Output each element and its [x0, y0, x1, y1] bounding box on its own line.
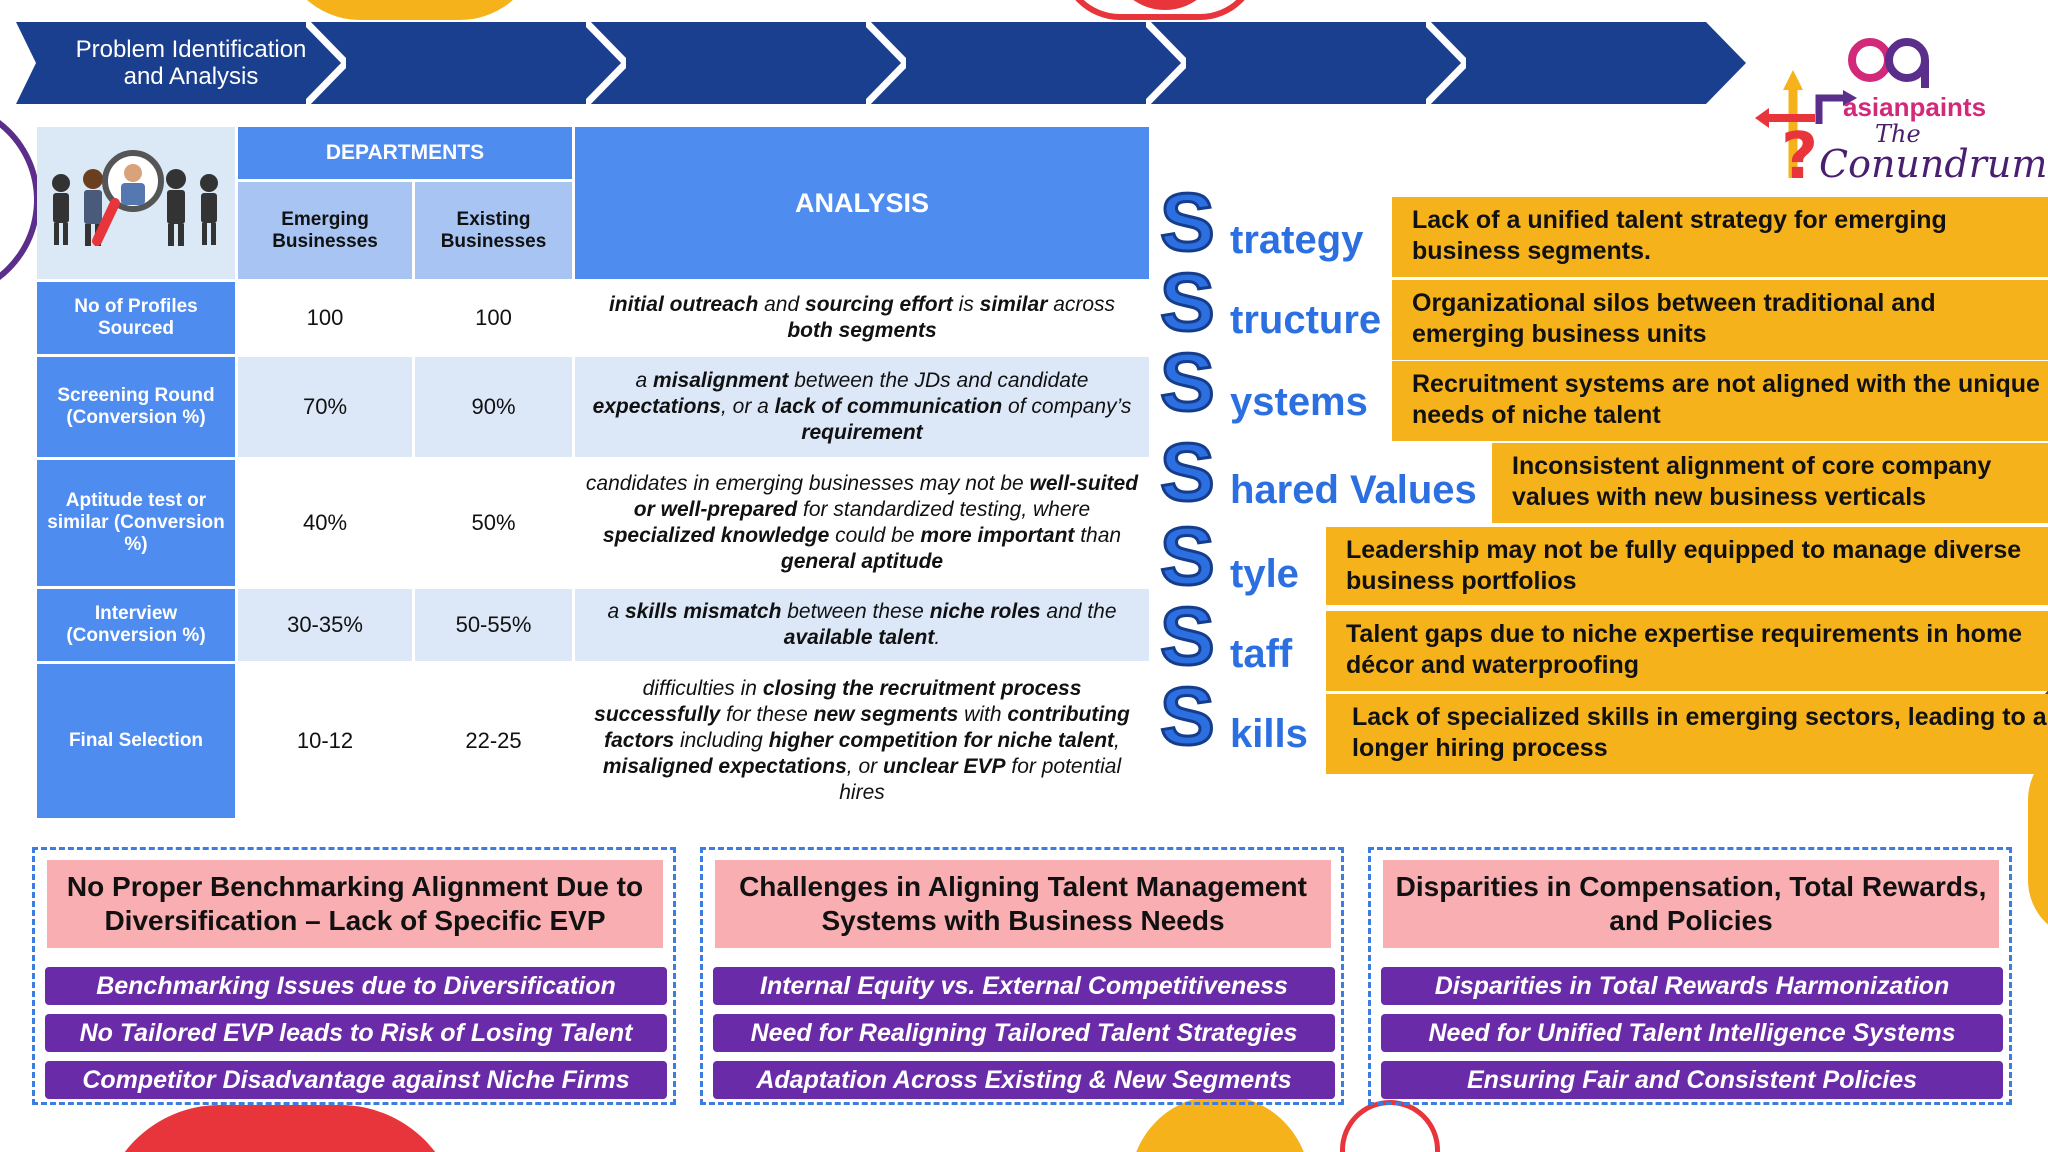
panel-item: Need for Realigning Tailored Talent Strategies	[713, 1014, 1335, 1052]
structure-description: Organizational silos between traditional and emerging business units	[1392, 280, 2048, 360]
panel-item: Benchmarking Issues due to Diversification	[45, 967, 667, 1005]
s-word-rest: taff	[1230, 632, 1293, 676]
existing-value: 100	[415, 282, 572, 354]
brand-logo	[1755, 28, 2048, 188]
analysis-text: initial outreach and sourcing effort is similar across both segments	[575, 282, 1149, 354]
s-word-rest: hared Values	[1230, 468, 1477, 512]
s-letter: S	[1160, 671, 1215, 762]
panel-title: Challenges in Aligning Talent Management Systems with Business Needs	[715, 860, 1331, 948]
emerging-value: 70%	[238, 357, 412, 457]
panel-item: No Tailored EVP leads to Risk of Losing Talent	[45, 1014, 667, 1052]
s-letter: S	[1160, 177, 1215, 268]
s-letter: S	[1160, 427, 1215, 518]
table-row	[37, 357, 1149, 457]
analysis-text: candidates in emerging businesses may not be well-suited or well-prepared for standardized testing, where specialized knowledge could be more important than general aptitude	[575, 460, 1149, 586]
table-row	[37, 460, 1149, 586]
strategy-description: Lack of a unified talent strategy for emerging business segments.	[1392, 197, 2048, 277]
table-row	[37, 664, 1149, 818]
s-letter: S	[1160, 591, 1215, 682]
logo-the-text: The	[1875, 120, 1921, 148]
logo-conundrum-text: Conundrum	[1819, 142, 2048, 186]
analysis-text: a skills mismatch between these niche roles and the available talent.	[575, 589, 1149, 661]
table-row	[37, 589, 1149, 661]
column-header-existing: Existing Businesses	[415, 182, 572, 279]
process-step-label: Problem Identification and Analysis	[75, 36, 307, 90]
s-word-rest: ystems	[1230, 380, 1368, 424]
chevron-separator	[1426, 22, 1466, 104]
table-row	[37, 282, 1149, 354]
existing-value: 50%	[415, 460, 572, 586]
style-description: Leadership may not be fully equipped to manage diverse business portfolios	[1326, 527, 2048, 605]
row-label: Screening Round (Conversion %)	[37, 357, 235, 457]
column-header-emerging: Emerging Businesses	[238, 182, 412, 279]
panel-compensation	[1368, 847, 2012, 1105]
shared-values-description: Inconsistent alignment of core company values with new business verticals	[1492, 443, 2048, 523]
decor-ring-red-bottom	[1340, 1100, 1440, 1152]
existing-value: 50-55%	[415, 589, 572, 661]
s-letter: S	[1160, 337, 1215, 428]
panel-talent-management	[700, 847, 1344, 1105]
s-word-rest: kills	[1230, 712, 1308, 756]
candidates-search-icon	[41, 141, 231, 261]
decor-blob-red-bottom	[100, 1105, 460, 1152]
emerging-value: 40%	[238, 460, 412, 586]
emerging-value: 10-12	[238, 664, 412, 818]
analysis-text: difficulties in closing the recruitment process successfully for these new segments with contributing factors including higher competition for niche talent, misaligned expectations, or unclear EVP for potential hires	[575, 664, 1149, 818]
panel-item: Disparities in Total Rewards Harmonization	[1381, 967, 2003, 1005]
s-letter: S	[1160, 257, 1215, 348]
departments-header: DEPARTMENTS	[238, 127, 572, 179]
row-label: Interview (Conversion %)	[37, 589, 235, 661]
panel-item: Internal Equity vs. External Competitiveness	[713, 967, 1335, 1005]
panel-benchmarking	[32, 847, 676, 1105]
emerging-value: 100	[238, 282, 412, 354]
process-chevron-bar	[16, 22, 1746, 104]
recruitment-illustration	[37, 127, 235, 279]
panel-title: No Proper Benchmarking Alignment Due to Diversification – Lack of Specific EVP	[47, 860, 663, 948]
analysis-text: a misalignment between the JDs and candidate expectations, or a lack of communication of company’s requirement	[575, 357, 1149, 457]
svg-text:?: ?	[1781, 120, 1819, 188]
panel-item: Need for Unified Talent Intelligence Systems	[1381, 1014, 2003, 1052]
s-word-rest: tructure	[1230, 298, 1382, 342]
panel-item: Competitor Disadvantage against Niche Firms	[45, 1061, 667, 1099]
row-label: No of Profiles Sourced	[37, 282, 235, 354]
emerging-value: 30-35%	[238, 589, 412, 661]
decor-blob-yellow	[280, 0, 540, 20]
s-word-rest: trategy	[1230, 218, 1364, 262]
row-label: Final Selection	[37, 664, 235, 818]
row-label: Aptitude test or similar (Conversion %)	[37, 460, 235, 586]
chevron-separator	[866, 22, 906, 104]
chevron-separator	[1146, 22, 1186, 104]
chevron-separator	[586, 22, 626, 104]
logo-brand-text: asianpaints	[1843, 92, 1987, 122]
panel-item: Ensuring Fair and Consistent Policies	[1381, 1061, 2003, 1099]
analysis-header: ANALYSIS	[575, 127, 1149, 279]
staff-description: Talent gaps due to niche expertise requirements in home décor and waterproofing	[1326, 611, 2048, 691]
systems-description: Recruitment systems are not aligned with the unique needs of niche talent	[1392, 361, 2048, 441]
s-letter: S	[1160, 511, 1215, 602]
panel-title: Disparities in Compensation, Total Rewards, and Policies	[1383, 860, 1999, 948]
s-word-rest: tyle	[1230, 552, 1299, 596]
recruitment-funnel-table	[34, 124, 1152, 821]
existing-value: 90%	[415, 357, 572, 457]
existing-value: 22-25	[415, 664, 572, 818]
panel-item: Adaptation Across Existing & New Segments	[713, 1061, 1335, 1099]
skills-description: Lack of specialized skills in emerging sectors, leading to a longer hiring process	[1326, 694, 2048, 774]
